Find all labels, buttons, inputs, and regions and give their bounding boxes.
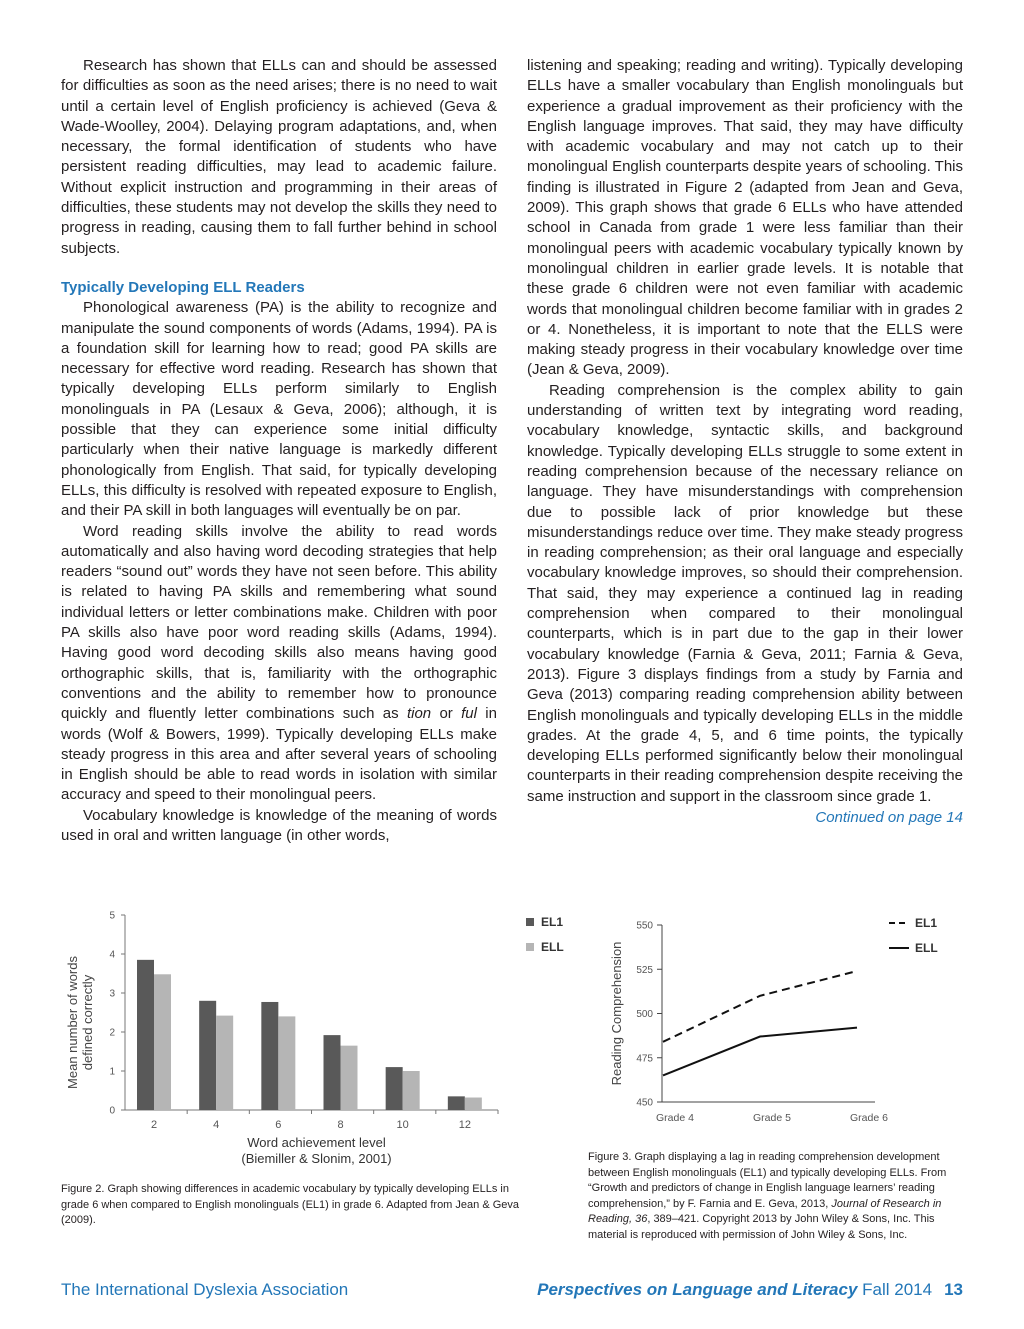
legend-swatch-el1 <box>526 918 534 926</box>
bar-ell <box>403 1071 420 1110</box>
footer-issue: Fall 2014 <box>862 1280 933 1299</box>
x-tick-label: 8 <box>337 1119 344 1131</box>
footer-organization: The International Dyslexia Association <box>61 1280 349 1299</box>
bar-el1 <box>448 1096 465 1110</box>
bar-ell <box>341 1046 358 1110</box>
line-series-ell <box>663 1028 857 1076</box>
y-axis-title: Reading Comprehension <box>609 941 624 1086</box>
figure-2-bar-chart <box>60 900 580 1170</box>
paragraph-text: or <box>431 705 462 723</box>
figure-2-caption: Figure 2. Graph showing differences in academic vocabulary by typically developing ELLs in grade 6 when compared to English monolinguals (EL1) in grade 6. Adapted from Jean & Geva (2009). <box>61 1183 519 1226</box>
legend-label: ELL <box>915 941 938 955</box>
bar-el1 <box>137 960 154 1110</box>
paragraph: Research has shown that ELLs can and should be assessed for difficulties as soon as the need arises; there is no need to wait until a certain level of English proficiency is achieved (Geva & Wade-Woolley, 2004). Delaying program adaptations, and, when necessary, the formal identification of students who have persistent reading difficulties, may lead to academic failure. Without explicit instruction and programming in their areas of difficulties, these students may not develop the skills they need to progress in reading, causing them to fall further behind in school subjects. <box>61 57 497 257</box>
y-axis-title: defined correctly <box>80 974 95 1071</box>
y-axis-title: Mean number of words <box>65 956 80 1089</box>
y-tick-label: 550 <box>636 920 653 932</box>
y-tick-label: 5 <box>109 910 115 922</box>
x-tick-label: 4 <box>213 1119 220 1131</box>
x-tick-label: Grade 4 <box>656 1112 694 1124</box>
bar-ell <box>154 974 171 1110</box>
y-tick-label: 500 <box>636 1009 653 1020</box>
bar-el1 <box>324 1035 341 1110</box>
right-column <box>527 56 963 828</box>
section-heading: Typically Developing ELL Readers <box>61 278 305 296</box>
caption-journal: Journal of Research in Reading, 36 <box>588 1197 942 1225</box>
x-tick-label: 10 <box>396 1119 409 1131</box>
legend-swatch-ell <box>526 943 534 951</box>
x-tick-label: Grade 6 <box>850 1112 888 1124</box>
paragraph: Phonological awareness (PA) is the ability to recognize and manipulate the sound components of words (Adams, 1994). PA is a foundation skill for learning how to read; good PA skills are necessary for effective word reading. Research has shown that typically developing ELLs perform similarly to English monolinguals in PA (Lesaux & Geva, 2006); although, it is possible that they can experience some initial difficulty particularly when their native language is markedly different phonologically from English. That said, for typically developing ELLs, this difficulty is resolved with repeated exposure to English, and their PA skill in both languages will eventually be on par. <box>61 299 497 520</box>
x-axis-title: Word achievement level <box>247 1135 386 1150</box>
paragraph: Reading comprehension is the complex ability to gain understanding of written text by integrating word reading, vocabulary knowledge, syntactic skills, and background knowledge. Typically developing ELLs struggle to some extent in reading comprehension because of the necessary reliance on language. They have misunderstandings with comprehension due to possible lack of prior knowledge but these misunderstandings reduce over time. They make steady progress in reading comprehension; as their oral language and especially vocabulary knowledge improves, so should their comprehension. That said, they may experience a continued lag in reading comprehension when compared to their monolingual counterparts, which is in part due to the gap in their lower vocabulary knowledge (Farnia & Geva, 2011; Farnia & Geva, 2013). Figure 3 displays findings from a study by Farnia and Geva (2013) comparing reading comprehension ability between English monolinguals and typically developing ELLs in the middle grades. At the grade 4, 5, and 6 time points, the typically developing ELLs performed significantly below their monolingual counterparts in their reading comprehension despite receiving the same instruction and support in the classroom since grade 1. <box>527 381 963 805</box>
paragraph <box>61 522 497 806</box>
caption-text: , 389–421. Copyright 2013 by John Wiley & Sons, Inc. This material is reproduced with permission of John Wiley & Sons, Inc. <box>588 1213 935 1241</box>
y-tick-label: 0 <box>109 1105 115 1117</box>
x-tick-label: 6 <box>275 1119 282 1131</box>
continued-link[interactable]: Continued on page 14 <box>815 808 963 826</box>
paragraph-text: in words (Wolf & Bowers, 1999). Typically developing ELLs make steady progress in this area and after several years of schooling in English should be able to read words in isolation with similar accuracy and speed to their monolingual peers. <box>61 705 497 804</box>
footer-journal-info <box>537 1279 963 1301</box>
y-tick-label: 4 <box>109 949 115 961</box>
bar-el1 <box>261 1002 278 1110</box>
y-tick-label: 450 <box>636 1097 653 1109</box>
y-tick-label: 1 <box>109 1066 115 1078</box>
caption-text: Figure 3. Graph displaying a lag in reading comprehension development between English monolinguals (EL1) and typically developing ELLs. From “Growth and predictors of change in English language learners’ reading comprehension,” by F. Farnia and E. Geva, 2013, <box>588 1151 947 1210</box>
paragraph: Vocabulary knowledge is knowledge of the meaning of words used in oral and written language (in other words, <box>61 806 497 844</box>
x-tick-label: Grade 5 <box>753 1112 791 1124</box>
y-tick-label: 525 <box>636 964 653 976</box>
figure-3-line-chart <box>600 905 970 1130</box>
bar-ell <box>216 1016 233 1110</box>
emphasis: tion <box>406 705 432 723</box>
bar-ell <box>465 1098 482 1110</box>
bar-el1 <box>199 1001 216 1110</box>
y-tick-label: 475 <box>636 1053 653 1065</box>
y-tick-label: 2 <box>109 1027 115 1039</box>
paragraph-text: Word reading skills involve the ability to read words automatically and also having word decoding strategies that help readers “sound out” words they have not seen before. This ability is related to having PA skills and remembering what sound individual letters or letter combinations make. Children with poor PA skills also have poor word reading skills (Adams, 1994). Having good word decoding skills also means having good orthographic skills, that is, familiarity with the orthographic conventions and the ability to remember how to pronounce quickly and fluently letter combinations such as <box>61 522 497 723</box>
x-tick-label: 12 <box>458 1119 471 1131</box>
figure-3-caption <box>588 1150 964 1243</box>
x-axis-title: (Biemiller & Slonim, 2001) <box>241 1151 392 1166</box>
left-column <box>61 56 497 846</box>
bar-el1 <box>386 1067 403 1110</box>
x-tick-label: 2 <box>150 1119 158 1131</box>
emphasis: ful <box>461 705 477 723</box>
paragraph: listening and speaking; reading and writing). Typically developing ELLs have a smaller vocabulary than English monolinguals but experience a gradual improvement as their proficiency with the English language improves. That said, they may have difficulty with academic vocabulary and may not catch up to their monolingual English counterparts despite years of schooling. This finding is illustrated in Figure 2 (adapted from Jean and Geva, 2009). This graph shows that grade 6 ELLs who have attended school in Canada from grade 1 were less familiar than their monolingual peers with academic vocabulary typically known by monolingual children in earlier grade levels. It is notable that these grade 6 children were not even familiar with academic words that monolingual children become familiar with in grades 2 or 4. Nonetheless, it is important to note that the ELLS were making steady progress in their vocabulary knowledge over time (Jean & Geva, 2009). <box>527 57 963 379</box>
legend-label: EL1 <box>541 915 564 929</box>
line-chart-svg <box>600 905 970 1130</box>
legend-label: EL1 <box>915 916 938 930</box>
y-tick-label: 3 <box>109 988 115 1000</box>
page-number: 13 <box>944 1280 963 1299</box>
footer-journal: Perspectives on Language and Literacy <box>537 1280 858 1299</box>
bar-ell <box>278 1016 295 1110</box>
legend-label: ELL <box>541 940 564 954</box>
bar-chart-svg <box>60 900 580 1170</box>
